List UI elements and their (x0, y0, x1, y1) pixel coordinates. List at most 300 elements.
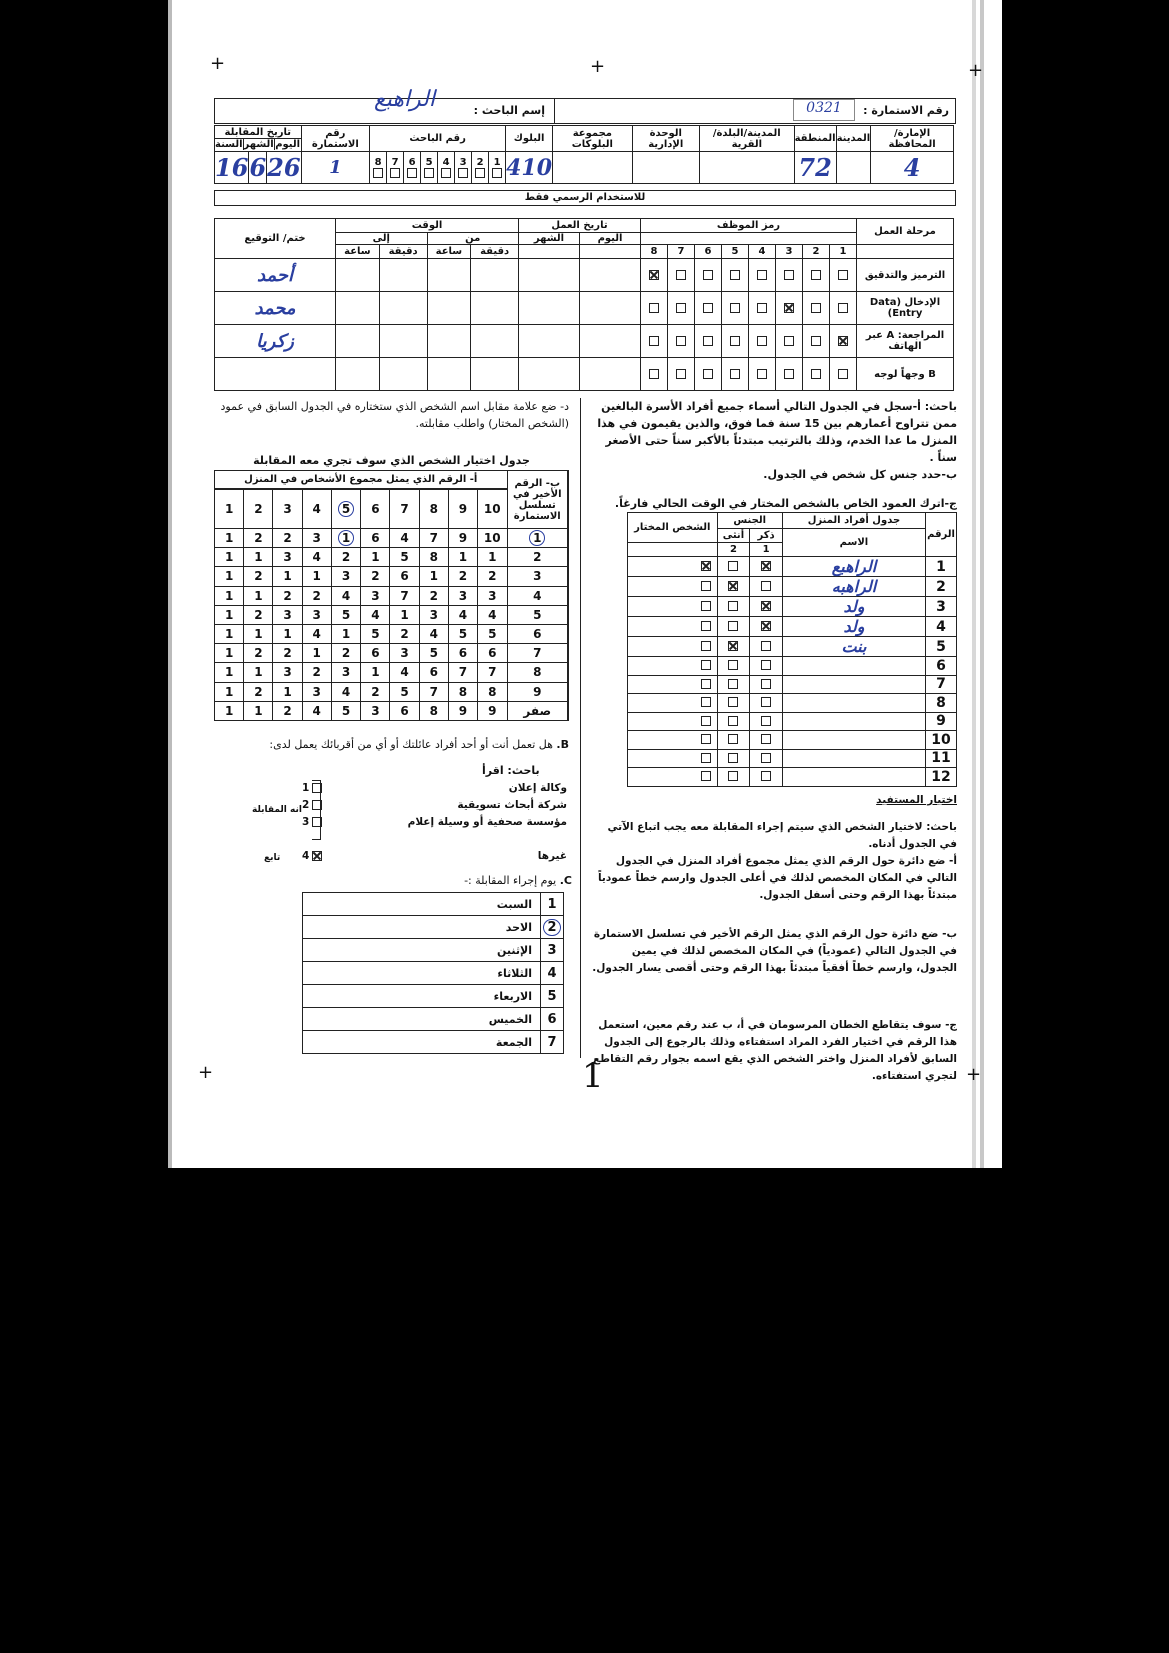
selected-cell (628, 694, 718, 713)
checkbox[interactable] (728, 561, 738, 571)
code-digit-head: 3 (776, 245, 803, 259)
day-code[interactable]: 7 (541, 1031, 564, 1054)
option-row[interactable] (302, 780, 567, 797)
checkbox[interactable] (728, 679, 738, 689)
checkbox[interactable] (649, 303, 659, 313)
member-name[interactable] (782, 768, 925, 787)
checkbox[interactable] (701, 679, 711, 689)
code-digit-head: 8 (641, 245, 668, 259)
time-cell[interactable] (580, 259, 641, 292)
grid-row-key (507, 586, 568, 605)
checkbox[interactable] (728, 697, 738, 707)
checkbox[interactable] (838, 369, 848, 379)
researcher-digit[interactable]: 7 (387, 152, 404, 184)
time-head: الوقت (336, 219, 519, 233)
checkbox[interactable] (701, 734, 711, 744)
researcher-name-value[interactable]: الراهبع (373, 87, 435, 112)
time-cell[interactable] (427, 292, 471, 325)
col-researcher-no: رقم الباحث (370, 126, 506, 152)
time-cell[interactable] (379, 259, 427, 292)
col-month: الشهر (243, 139, 274, 150)
checkbox[interactable] (811, 336, 821, 346)
researcher-digit[interactable]: 2 (472, 152, 489, 184)
work-stage-row (215, 325, 954, 358)
grid-row-key-num: 6 (533, 627, 542, 642)
grid-cell: 3 (273, 605, 302, 624)
grid-col-num: 10 (483, 501, 501, 516)
grid-cell: 1 (215, 567, 244, 586)
signature[interactable]: أحمد (215, 259, 336, 292)
household-no: 12 (926, 768, 957, 787)
member-name[interactable] (782, 675, 925, 694)
grid-cell: 6 (448, 644, 477, 663)
household-row (628, 637, 957, 657)
selected-cell (628, 731, 718, 750)
checkbox[interactable] (701, 697, 711, 707)
code-cell (776, 358, 803, 391)
question-b-text: هل تعمل أنت أو أحد أفراد عائلتك أو أي من أقربائك يعمل لدى: (269, 738, 553, 751)
researcher-digit[interactable]: 6 (404, 152, 421, 184)
signature[interactable]: محمد (215, 292, 336, 325)
member-name[interactable] (782, 712, 925, 731)
header-title-row (214, 87, 956, 124)
checkbox[interactable] (701, 716, 711, 726)
checkbox[interactable] (701, 771, 711, 781)
grid-row (215, 624, 569, 643)
options-bracket (312, 780, 321, 840)
checkbox[interactable] (728, 771, 738, 781)
grid-row-key-num: صفر (523, 703, 552, 718)
option-text: غيرها (537, 850, 567, 862)
checkbox[interactable] (649, 336, 659, 346)
grid-cell: 3 (448, 586, 477, 605)
grid-cell: 1 (302, 567, 331, 586)
checkbox[interactable] (757, 336, 767, 346)
checkbox[interactable] (838, 303, 848, 313)
col-region: المنطقة (794, 126, 836, 152)
checkbox[interactable] (761, 734, 771, 744)
time-cell[interactable] (471, 292, 519, 325)
time-cell[interactable] (471, 259, 519, 292)
grid-row (215, 567, 569, 586)
male-cell (750, 637, 783, 657)
female-cell (717, 675, 750, 694)
grid-cell: 1 (215, 663, 244, 682)
grid-head-a: أ- الرقم الذي يمثل مجموع الأشخاص في المنزل (215, 471, 508, 489)
col-city: المدينة (836, 126, 871, 152)
code-cell (830, 325, 857, 358)
selected-cell (628, 597, 718, 617)
day-row (303, 962, 564, 985)
checkbox[interactable] (757, 270, 767, 280)
registration-mark: + (968, 60, 984, 81)
checked-box[interactable] (784, 303, 794, 313)
checkbox[interactable] (676, 336, 686, 346)
year-value[interactable]: 16 (215, 153, 249, 182)
grid-row (215, 586, 569, 605)
grid-row-key (507, 701, 568, 720)
female-cell (717, 768, 750, 787)
grid-row-key-num: 7 (533, 646, 542, 661)
day-code[interactable]: 5 (541, 985, 564, 1008)
time-cell[interactable] (580, 325, 641, 358)
work-stage-row (215, 259, 954, 292)
time-cell[interactable] (379, 358, 427, 391)
time-cell[interactable] (379, 292, 427, 325)
header-codes-table (214, 125, 954, 184)
grid-row-key (507, 682, 568, 701)
hour-head: ساعة (427, 245, 471, 259)
code-cell (695, 259, 722, 292)
left-note: د- ضع علامة مقابل اسم الشخص الذي ستختاره في الجدول السابق في عمود (الشخص المختار) واطلب مقابلته. (220, 400, 569, 430)
admin-unit-value[interactable] (632, 152, 699, 184)
checked-box[interactable] (649, 270, 659, 280)
code-cell (803, 259, 830, 292)
code-cell (749, 358, 776, 391)
checkbox[interactable] (761, 641, 771, 651)
form-no-value[interactable]: 0321 (793, 99, 855, 121)
day-code[interactable]: 4 (541, 962, 564, 985)
grid-cell: 1 (244, 586, 273, 605)
day-value[interactable]: 26 (267, 153, 301, 182)
researcher-digit[interactable]: 8 (370, 152, 387, 184)
checkbox[interactable] (676, 369, 686, 379)
grid-cell: 2 (273, 701, 302, 720)
grid-row-key (507, 548, 568, 567)
time-cell[interactable] (519, 292, 580, 325)
grid-cell: 1 (361, 663, 390, 682)
grid-cell: 1 (448, 548, 477, 567)
checkbox[interactable] (701, 621, 711, 631)
grid-cell: 2 (244, 567, 273, 586)
time-cell[interactable] (427, 325, 471, 358)
member-name[interactable]: الراهبع (782, 557, 925, 577)
time-cell[interactable] (471, 325, 519, 358)
day-name: الثلاثاء (303, 962, 541, 985)
checkbox[interactable] (730, 336, 740, 346)
female-cell (717, 557, 750, 577)
grid-cell: 1 (273, 682, 302, 701)
code-digit-head: 2 (803, 245, 830, 259)
grid-row-key (507, 567, 568, 586)
region-value[interactable]: 72 (794, 152, 836, 184)
household-no-head: الرقم (926, 513, 957, 557)
option-code: 3 (302, 814, 322, 831)
col-governorate: الإمارة/ المحافظة (871, 126, 954, 152)
selected-cell (628, 768, 718, 787)
female-cell (717, 657, 750, 676)
grid-row-key (507, 624, 568, 643)
grid-row-key-num: 1 (529, 530, 545, 546)
time-cell[interactable] (336, 325, 380, 358)
instruction-c: ج-اترك العمود الخاص بالشخص المختار في الوقت الحالي فارغاً. (614, 497, 957, 510)
checkbox[interactable] (703, 336, 713, 346)
grid-cell: 4 (478, 605, 508, 624)
grid-cell: 1 (215, 644, 244, 663)
time-cell[interactable] (471, 358, 519, 391)
member-name[interactable]: الراهبه (782, 577, 925, 597)
form-page (172, 0, 1002, 1168)
checkbox[interactable] (757, 303, 767, 313)
code-cell (830, 259, 857, 292)
block-value[interactable]: 410 (506, 152, 553, 184)
option-code: 4 (302, 848, 322, 865)
grid-cell: 3 (361, 586, 390, 605)
checkbox[interactable] (811, 303, 821, 313)
checked-box[interactable] (728, 641, 738, 651)
checkbox[interactable] (728, 621, 738, 631)
day-row (303, 1031, 564, 1054)
checkbox[interactable] (649, 369, 659, 379)
interview-date-head (215, 126, 302, 152)
checkbox[interactable] (761, 716, 771, 726)
grid-cell: 1 (215, 682, 244, 701)
grid-cell: 2 (331, 548, 361, 567)
selection-intro: باحث: لاختيار الشخص الذي سيتم إجراء المقابلة معه يجب اتباع الآتي في الجدول أدناه. (607, 821, 957, 850)
checkbox[interactable] (701, 601, 711, 611)
grid-cell: 7 (478, 663, 508, 682)
member-name[interactable] (782, 731, 925, 750)
code-cell (749, 325, 776, 358)
grid-cell: 2 (244, 605, 273, 624)
checkbox[interactable] (811, 270, 821, 280)
grid-cell: 5 (478, 624, 508, 643)
checkbox[interactable] (784, 336, 794, 346)
col-admin-unit: الوحدة الإدارية (632, 126, 699, 152)
checkbox[interactable] (676, 270, 686, 280)
checkbox[interactable] (784, 270, 794, 280)
code-digit-head: 6 (695, 245, 722, 259)
checkbox[interactable] (730, 369, 740, 379)
month-value[interactable]: 6 (249, 153, 267, 182)
checkbox[interactable] (701, 753, 711, 763)
checked-box[interactable] (312, 851, 322, 861)
time-cell[interactable] (519, 325, 580, 358)
code-digit-head: 4 (749, 245, 776, 259)
day-code[interactable]: 3 (541, 939, 564, 962)
time-cell[interactable] (519, 358, 580, 391)
grid-cell: 6 (361, 529, 390, 548)
grid-row (215, 529, 569, 548)
code-digit-head: 5 (722, 245, 749, 259)
grid-col-head (448, 489, 477, 529)
time-cell[interactable] (336, 292, 380, 325)
day-code[interactable]: 1 (541, 893, 564, 916)
option-row[interactable] (302, 814, 567, 831)
checkbox[interactable] (761, 581, 771, 591)
household-row (628, 731, 957, 750)
checkbox[interactable] (761, 753, 771, 763)
male-cell (750, 557, 783, 577)
grid-col-num: 2 (254, 501, 263, 516)
grid-cell: 5 (390, 548, 419, 567)
selection-a: أ- ضع دائرة حول الرقم الذي يمثل مجموع أفراد المنزل في الجدول التالي في المكان المخصص لذلك في أعلى الجدول وارسم خطاً عمودياً مبتدئاً بهذا الرقم وحتى أسفل الجدول. (597, 855, 957, 901)
grid-row-key (507, 529, 568, 548)
grid-cell: 5 (331, 701, 361, 720)
member-name[interactable] (782, 657, 925, 676)
member-name[interactable]: ولد (782, 617, 925, 637)
selection-instructions (592, 792, 957, 1085)
checkbox[interactable] (703, 303, 713, 313)
checkbox[interactable] (730, 270, 740, 280)
household-no: 10 (926, 731, 957, 750)
selected-cell (628, 637, 718, 657)
code-cell (641, 259, 668, 292)
city-value[interactable] (836, 152, 871, 184)
member-name[interactable] (782, 694, 925, 713)
household-no: 2 (926, 577, 957, 597)
code-cell (695, 325, 722, 358)
grid-col-head (419, 489, 448, 529)
grid-cell: 1 (331, 529, 361, 548)
grid-cell: 3 (361, 701, 390, 720)
day-head: اليوم (580, 233, 641, 245)
option-code: 1 (302, 780, 322, 797)
date-spacer (580, 245, 641, 259)
member-name[interactable] (782, 749, 925, 768)
time-cell[interactable] (379, 325, 427, 358)
female-cell (717, 749, 750, 768)
member-name[interactable]: بنت (782, 637, 925, 657)
registration-mark: + (590, 56, 606, 77)
grid-cell: 4 (302, 548, 331, 567)
stage-head: مرحلة العمل (857, 219, 954, 245)
researcher-digit[interactable]: 4 (438, 152, 455, 184)
household-no: 1 (926, 557, 957, 577)
checked-box[interactable] (761, 561, 771, 571)
question-c-text: يوم إجراء المقابلة :- (464, 874, 557, 887)
grid-cell: 3 (302, 682, 331, 701)
male-head: ذكر (750, 529, 783, 543)
grid-cell: 3 (331, 663, 361, 682)
selected-head: الشخص المختار (628, 513, 718, 543)
checkbox[interactable] (676, 303, 686, 313)
checkbox[interactable] (728, 716, 738, 726)
grid-cell: 7 (448, 663, 477, 682)
checked-box[interactable] (838, 336, 848, 346)
selected-cell (628, 617, 718, 637)
grid-cell: 6 (390, 701, 419, 720)
grid-cell: 3 (478, 586, 508, 605)
checkbox[interactable] (811, 369, 821, 379)
grid-cell: 8 (419, 548, 448, 567)
checkbox[interactable] (728, 734, 738, 744)
grid-cell: 4 (331, 586, 361, 605)
checked-box[interactable] (728, 581, 738, 591)
code-cell (668, 358, 695, 391)
time-cell[interactable] (336, 358, 380, 391)
checkbox[interactable] (761, 660, 771, 670)
form-seq-value[interactable]: 1 (301, 152, 370, 184)
checkbox[interactable] (728, 601, 738, 611)
grid-cell: 6 (361, 644, 390, 663)
checkbox[interactable] (701, 660, 711, 670)
option-row[interactable] (302, 797, 567, 814)
time-cell[interactable] (580, 292, 641, 325)
checkbox[interactable] (728, 753, 738, 763)
grid-col-num: 4 (312, 501, 321, 516)
grid-cell: 1 (215, 701, 244, 720)
researcher-digit[interactable]: 3 (455, 152, 472, 184)
grid-row-key-num: 9 (533, 684, 542, 699)
grid-cell: 5 (331, 605, 361, 624)
checkbox[interactable] (730, 303, 740, 313)
question-b-prompt: باحث: اقرأ (482, 764, 540, 777)
code-cell (776, 259, 803, 292)
researcher-digit[interactable]: 1 (489, 152, 506, 184)
male-cell (750, 657, 783, 676)
checkbox[interactable] (728, 660, 738, 670)
work-date-head: تاريخ العمل (519, 219, 641, 233)
code-cell (776, 325, 803, 358)
checked-box[interactable] (761, 601, 771, 611)
grid-title: جدول اختيار الشخص الذي سوف تجري معه المقابلة (253, 454, 530, 467)
checkbox[interactable] (701, 641, 711, 651)
household-no: 11 (926, 749, 957, 768)
town-value[interactable] (699, 152, 794, 184)
grid-cell: 7 (390, 586, 419, 605)
day-row (303, 893, 564, 916)
selected-cell (628, 749, 718, 768)
grid-col-head (273, 489, 302, 529)
researcher-digit[interactable]: 5 (421, 152, 438, 184)
female-cell (717, 637, 750, 657)
member-name[interactable]: ولد (782, 597, 925, 617)
stage-label: المراجعة: A عبر الهاتف (857, 325, 954, 358)
day-code[interactable]: 6 (541, 1008, 564, 1031)
checkbox[interactable] (761, 697, 771, 707)
time-cell[interactable] (336, 259, 380, 292)
block-group-value[interactable] (553, 152, 633, 184)
day-code[interactable]: 2 (541, 916, 564, 939)
registration-mark: + (966, 1064, 982, 1085)
checkbox[interactable] (784, 369, 794, 379)
month-head: الشهر (519, 233, 580, 245)
checkbox[interactable] (757, 369, 767, 379)
household-row (628, 712, 957, 731)
grid-cell: 7 (419, 682, 448, 701)
signature[interactable]: زكريا (215, 325, 336, 358)
grid-cell: 2 (478, 567, 508, 586)
time-cell[interactable] (427, 358, 471, 391)
checkbox[interactable] (703, 270, 713, 280)
governorate-value[interactable]: 4 (871, 152, 954, 184)
checkbox[interactable] (701, 581, 711, 591)
option-row[interactable] (302, 831, 567, 865)
grid-cell: 2 (361, 567, 390, 586)
stage-spacer (857, 245, 954, 259)
checkbox[interactable] (761, 679, 771, 689)
time-cell[interactable] (519, 259, 580, 292)
grid-cell: 6 (478, 644, 508, 663)
checkbox[interactable] (703, 369, 713, 379)
signature[interactable] (215, 358, 336, 391)
grid-cell: 9 (448, 529, 477, 548)
checked-box[interactable] (761, 621, 771, 631)
form-no-label: رقم الاستمارة : (863, 104, 949, 117)
time-cell[interactable] (580, 358, 641, 391)
grid-cell: 1 (215, 624, 244, 643)
time-cell[interactable] (427, 259, 471, 292)
grid-row-key (507, 605, 568, 624)
grid-cell: 2 (331, 644, 361, 663)
checkbox[interactable] (761, 771, 771, 781)
grid-cell: 1 (478, 548, 508, 567)
checkbox[interactable] (838, 270, 848, 280)
minute-head: دقيقة (379, 245, 427, 259)
checked-box[interactable] (701, 561, 711, 571)
grid-cell: 6 (390, 567, 419, 586)
